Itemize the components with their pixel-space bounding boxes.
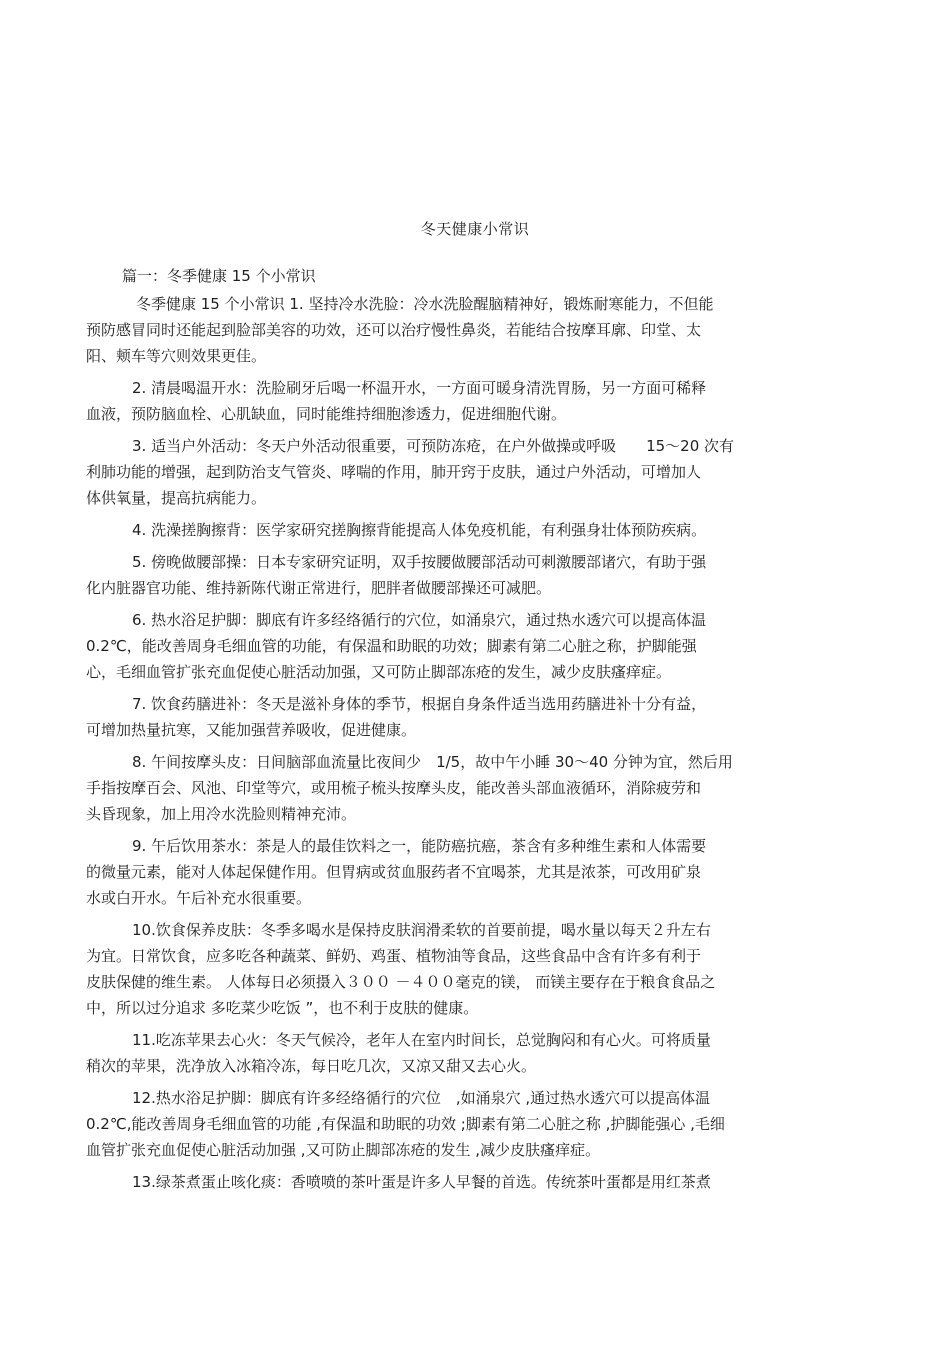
paragraph-line: 心，毛细血管扩张充血促使心脏活动加强，又可防止脚部冻疮的发生，减少皮肤瘙痒症。 xyxy=(86,663,672,681)
paragraph-line: 可增加热量抗寒，又能加强营养吸收，促进健康。 xyxy=(86,721,417,739)
paragraph-line: 9. 午后饮用茶水：茶是人的最佳饮料之一，能防癌抗癌，茶含有多种维生素和人体需要 xyxy=(132,837,707,855)
paragraph-line: 中，所以过分追求 多吃菜少吃饭 ”，也不利于皮肤的健康。 xyxy=(86,999,479,1017)
paragraph-line: 12.热水浴足护脚：脚底有许多经络循行的穴位 ,如涌泉穴 ,通过热水透穴可以提高体温 xyxy=(132,1089,711,1107)
paragraph-line: 6. 热水浴足护脚：脚底有许多经络循行的穴位，如涌泉穴，通过热水透穴可以提高体温 xyxy=(132,611,707,629)
paragraph-line: 皮肤保健的维生素。 人体每日必须摄入３００ －４００毫克的镁， 而镁主要存在于粮食食品之 xyxy=(86,973,716,991)
document-body xyxy=(86,291,876,1201)
paragraph xyxy=(86,549,876,601)
paragraph-line: 稍次的苹果，洗净放入冰箱冷冻，每日吃几次，又凉又甜又去心火。 xyxy=(86,1057,537,1075)
paragraph xyxy=(86,433,876,511)
paragraph-line: 水或白开水。午后补充水很重要。 xyxy=(86,889,312,907)
paragraph-line: 0.2℃，能改善周身毛细血管的功能，有保温和助眠的功效；脚素有第二心脏之称，护脚能强 xyxy=(86,637,697,655)
paragraph-line: 7. 饮食药膳进补：冬天是滋补身体的季节，根据自身条件适当选用药膳进补十分有益， xyxy=(132,695,707,713)
paragraph-line: 体供氧量，提高抗病能力。 xyxy=(86,489,267,507)
document-title: 冬天健康小常识 xyxy=(420,220,530,238)
paragraph-line: 5. 傍晚做腰部操：日本专家研究证明，双手按腰做腰部活动可刺激腰部诸穴，有助于强 xyxy=(132,553,707,571)
paragraph-line: 化内脏器官功能、维持新陈代谢正常进行，肥胖者做腰部操还可减肥。 xyxy=(86,579,552,597)
paragraph-line: 2. 清晨喝温开水：洗脸刷牙后喝一杯温开水，一方面可暖身清洗胃肠，另一方面可稀释 xyxy=(132,379,707,397)
paragraph xyxy=(86,749,876,827)
paragraph xyxy=(86,1085,876,1163)
paragraph-line: 手指按摩百会、风池、印堂等穴，或用梳子梳头按摩头皮，能改善头部血液循环，消除疲劳和 xyxy=(86,779,702,797)
paragraph xyxy=(86,1169,876,1195)
paragraph-line: 利肺功能的增强，起到防治支气管炎、哮喘的作用，肺开窍于皮肤，通过户外活动，可增加人 xyxy=(86,463,702,481)
paragraph-line: 血管扩张充血促使心脏活动加强 ,又可防止脚部冻疮的发生 ,减少皮肤瘙痒症。 xyxy=(86,1141,601,1159)
paragraph-line: 预防感冒同时还能起到脸部美容的功效，还可以治疗慢性鼻炎，若能结合按摩耳廓、印堂、太 xyxy=(86,321,702,339)
paragraph-line: 头昏现象，加上用冷水洗脸则精神充沛。 xyxy=(86,805,357,823)
paragraph xyxy=(86,1027,876,1079)
paragraph xyxy=(86,375,876,427)
paragraph-line: 0.2℃,能改善周身毛细血管的功能 ,有保温和助眠的功效 ;脚素有第二心脏之称 ,护脚能强心 ,毛细 xyxy=(86,1115,725,1133)
paragraph-line: 的微量元素，能对人体起保健作用。但胃病或贫血服药者不宜喝茶，尤其是浓茶，可改用矿泉 xyxy=(86,863,702,881)
paragraph-line: 4. 洗澡搓胸擦背：医学家研究搓胸擦背能提高人体免疫机能，有利强身壮体预防疾病。 xyxy=(132,521,707,539)
paragraph-line: 血液，预防脑血栓、心肌缺血，同时能维持细胞渗透力，促进细胞代谢。 xyxy=(86,405,567,423)
paragraph xyxy=(86,607,876,685)
paragraph xyxy=(86,517,876,543)
section-heading: 篇一：冬季健康 15 个小常识 xyxy=(122,267,316,285)
paragraph-line: 8. 午间按摩头皮：日间脑部血流量比夜间少 1/5，故中午小睡 30～40 分钟为宜，然后用 xyxy=(132,753,733,771)
paragraph-line: 11.吃冻苹果去心火：冬天气候冷，老年人在室内时间长，总觉胸闷和有心火。可将质量 xyxy=(132,1031,711,1049)
paragraph xyxy=(86,833,876,911)
paragraph xyxy=(86,691,876,743)
paragraph-line: 13.绿茶煮蛋止咳化痰：香喷喷的茶叶蛋是许多人早餐的首选。传统茶叶蛋都是用红茶煮 xyxy=(132,1173,711,1191)
paragraph xyxy=(86,291,876,369)
paragraph xyxy=(86,917,876,1021)
paragraph-line: 冬季健康 15 个小常识 1. 坚持冷水洗脸：冷水洗脸醒脑精神好，锻炼耐寒能力，不但能 xyxy=(136,295,714,313)
paragraph-line: 为宜。日常饮食，应多吃各种蔬菜、鲜奶、鸡蛋、植物油等食品，这些食品中含有许多有利于 xyxy=(86,947,702,965)
paragraph-line: 阳、颊车等穴则效果更佳。 xyxy=(86,347,267,365)
paragraph-line: 3. 适当户外活动：冬天户外活动很重要，可预防冻疮，在户外做操或呼吸 15～20 次有 xyxy=(132,437,735,455)
paragraph-line: 10.饮食保养皮肤：冬季多喝水是保持皮肤润滑柔软的首要前提，喝水量以每天２升左右 xyxy=(132,921,711,939)
